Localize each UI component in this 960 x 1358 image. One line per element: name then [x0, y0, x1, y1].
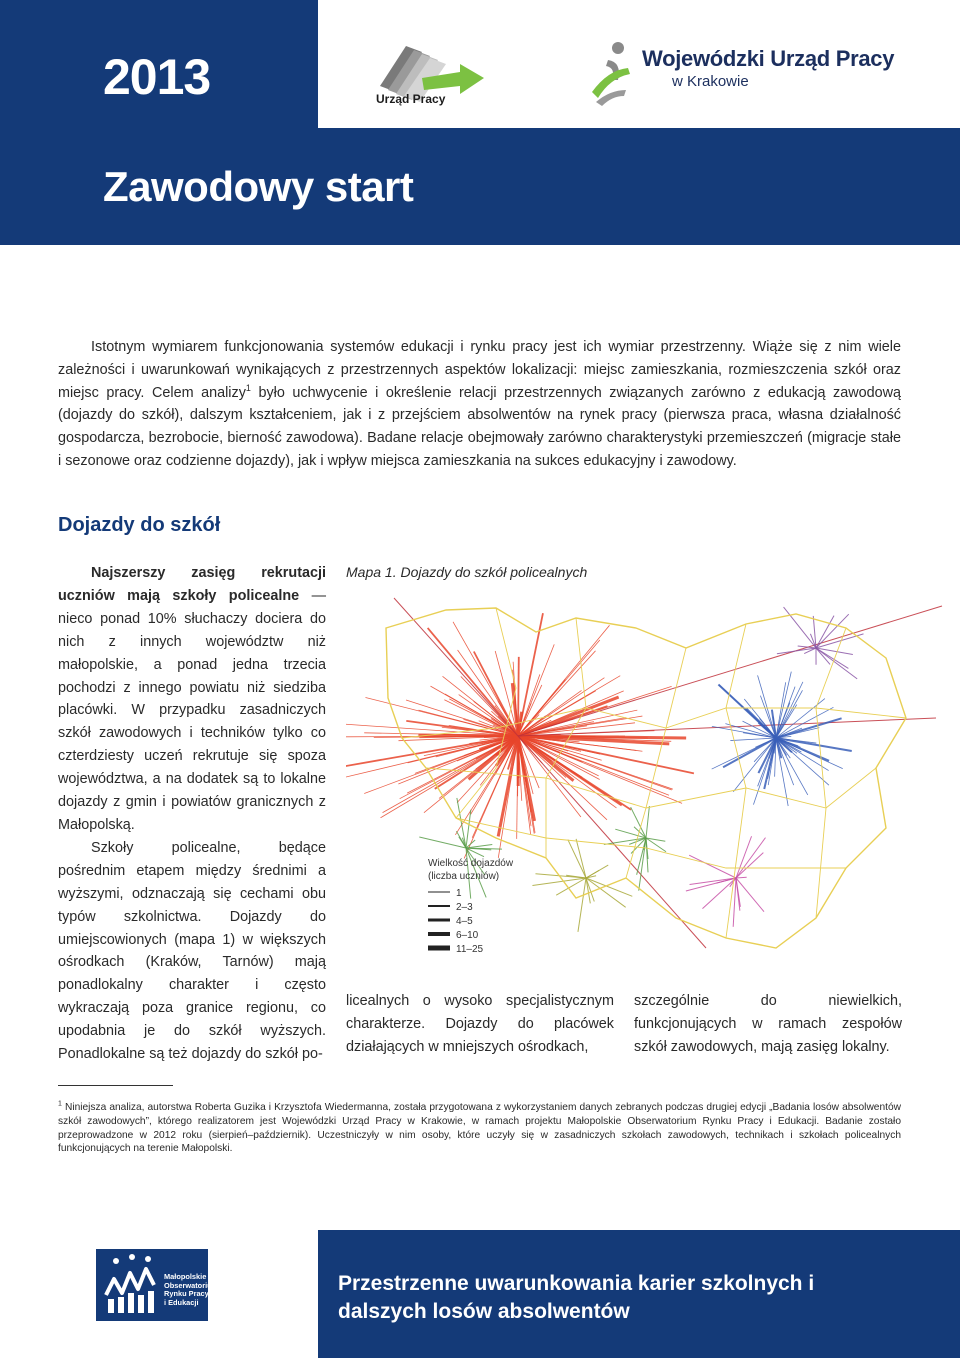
- commute-line-local: [586, 865, 608, 878]
- wup-logo-subtitle: w Krakowie: [672, 73, 749, 90]
- legend-title-1: Wielkość dojazdów: [428, 858, 514, 869]
- intro-paragraph: [58, 336, 901, 473]
- district-boundary: [626, 648, 686, 878]
- footnote-ref: 1: [245, 382, 251, 393]
- commute-line-local: [733, 878, 736, 927]
- commute-line-tarnow: [776, 718, 842, 738]
- commute-line-local: [646, 806, 649, 838]
- logo-line-1: Małopolskie: [164, 1272, 207, 1281]
- commute-line-local: [586, 878, 590, 903]
- col1-bold-lead: Najszerszy zasięg rekrutacji uczniów mają szkoły policealne: [58, 565, 326, 604]
- commute-line-local: [578, 878, 586, 932]
- commute-line-local: [784, 607, 816, 648]
- col1-paragraph-1: [58, 562, 326, 837]
- footnote: [58, 1101, 901, 1156]
- footer-title: Przestrzenne uwarunkowania karier szkolnych i dalszych losów absolwentów: [338, 1272, 815, 1323]
- column-3: szczególnie do niewielkich, funkcjonujących w ramach zespołów szkół zawodowych, mają zasięg lokalny.: [634, 993, 902, 1055]
- footnote-divider: [58, 1085, 173, 1086]
- legend-label-2: 2–3: [456, 902, 473, 913]
- intro-text-a: Istotnym wymiarem funkcjonowania systemów edukacji i rynku pracy jest ich wymiar przestrzenny. Wiąże się z nim wiele zależności i uwarunkowań wynikających z przestrzennych aspektów lokalizacji: miejsc zamieszkania, rozmieszczenia szkół oraz miejsc pracy. Celem analizy: [58, 339, 901, 401]
- commute-line-local: [568, 840, 586, 878]
- logo-line-2: Obserwatorium: [164, 1280, 219, 1290]
- map-caption: Mapa 1. Dojazdy do szkół policealnych: [346, 564, 588, 580]
- commute-line-local: [586, 878, 632, 896]
- col1-p1-text: — nieco ponad 10% słuchaczy dociera do nich z innych województw niż małopolskie, a ponad jedna trzecia pochodzi z innego powiatu niż siedziba placówki. W przypadku zasadniczych szkół zawodowych i techników tylko co czterdziesty uczeń rekrutuje się spoza województwa, a na dodatek są to lokalne dojazdy z gmin i powiatów granicznych z Małopolską.: [58, 587, 326, 833]
- column-1: [58, 562, 326, 1066]
- page-title: Zawodowy start: [103, 163, 414, 210]
- legend-label-4: 6–10: [456, 930, 479, 941]
- urzad-pracy-logo-text: Urząd Pracy: [376, 92, 446, 106]
- commute-line-local: [586, 878, 626, 907]
- commute-line-krakow: [518, 736, 600, 780]
- commute-map: [346, 588, 946, 968]
- section-heading: Dojazdy do szkół: [58, 514, 221, 536]
- commute-line-local: [736, 877, 747, 878]
- commute-line-tarnow: [730, 738, 776, 741]
- intro-text-b: było uchwycenie i określenie relacji przestrzennych związanych zarówno z edukacją zawodową (dojazdy do szkół), dalszym kształceniem, jak i z przejściem absolwentów na rynek pracy (pierwsza praca, własna działalność gospodarcza, bezrobocie, bierność zawodowa). Badane relacje obejmowały zarówno charakterystyki przemieszczeń (migracje stałe i sezonowe oraz codzienne dojazdy), jak i wpływ miejsca zamieszkania na sukces edukacyjny i zawodowy.: [58, 384, 901, 469]
- logo-line-3: Rynku Pracy: [164, 1289, 209, 1299]
- commute-line-krakow: [428, 628, 518, 736]
- legend-title-2: (liczba uczniów): [428, 871, 500, 882]
- legend-label-5: 11–25: [456, 944, 484, 955]
- commute-line-local: [466, 810, 471, 848]
- commute-line-local: [576, 839, 586, 878]
- map-legend: [428, 858, 514, 955]
- commute-line-local: [736, 853, 763, 878]
- district-boundary: [456, 818, 846, 868]
- commute-line-local: [689, 855, 736, 878]
- commute-line-local: [604, 838, 646, 844]
- footnote-text: Niniejsza analiza, autorstwa Roberta Guzika i Krzysztofa Wiedermanna, została przygotowana z wykorzystaniem danych zebranych podczas drugiej edycji „Badania losów absolwentów szkół zawodowych”, którego realizatorem jest Wojewódzki Urząd Pracy w Krakowie, w ramach projektu Małopolskie Obserwatorium Rynku Pracy i Edukacji. Badanie zostało przeprowadzone w 2012 roku (sierpień–październik). Uczestniczyły w nim osoby, które uczyły się w zasadniczych szkołach zawodowych, technikach i szkołach policealnych funkcjonujących na terenie Małopolski.: [58, 1102, 901, 1155]
- logo-line-4: i Edukacji: [164, 1297, 199, 1307]
- commute-line-local: [736, 878, 740, 911]
- wup-logo-icon: [588, 40, 634, 110]
- obserwatorium-logo-text: [164, 1273, 218, 1307]
- legend-label-1: 1: [456, 888, 462, 899]
- footnote-number: 1: [58, 1100, 62, 1108]
- commute-line-local: [639, 838, 646, 891]
- commute-line-local: [419, 837, 466, 848]
- header-year: 2013: [103, 49, 211, 105]
- commute-line-local: [736, 838, 765, 878]
- commute-lines: [346, 598, 942, 948]
- col1-paragraph-2: Szkoły policealne, będące pośrednim etapem między średnimi a wyższymi, odznaczają się cechami obu typów szkolnictwa. Dojazdy do umiejscowionych (mapa 1) w większych ośrodkach (Kraków, Tarnów) mają ponadlokalny charakter i często wykraczają poza granice regionu, co upodabnia je do szkół wyższych. Ponadlokalne są też dojazdy do szkół po-: [58, 839, 326, 1063]
- legend-label-3: 4–5: [456, 916, 473, 927]
- column-2: licealnych o wysoko specjalistycznym charakterze. Dojazdy do placówek działających w mniejszych ośrodkach,: [346, 993, 614, 1055]
- wup-logo-title: Wojewódzki Urząd Pracy: [642, 46, 895, 71]
- commute-line-local: [532, 878, 586, 885]
